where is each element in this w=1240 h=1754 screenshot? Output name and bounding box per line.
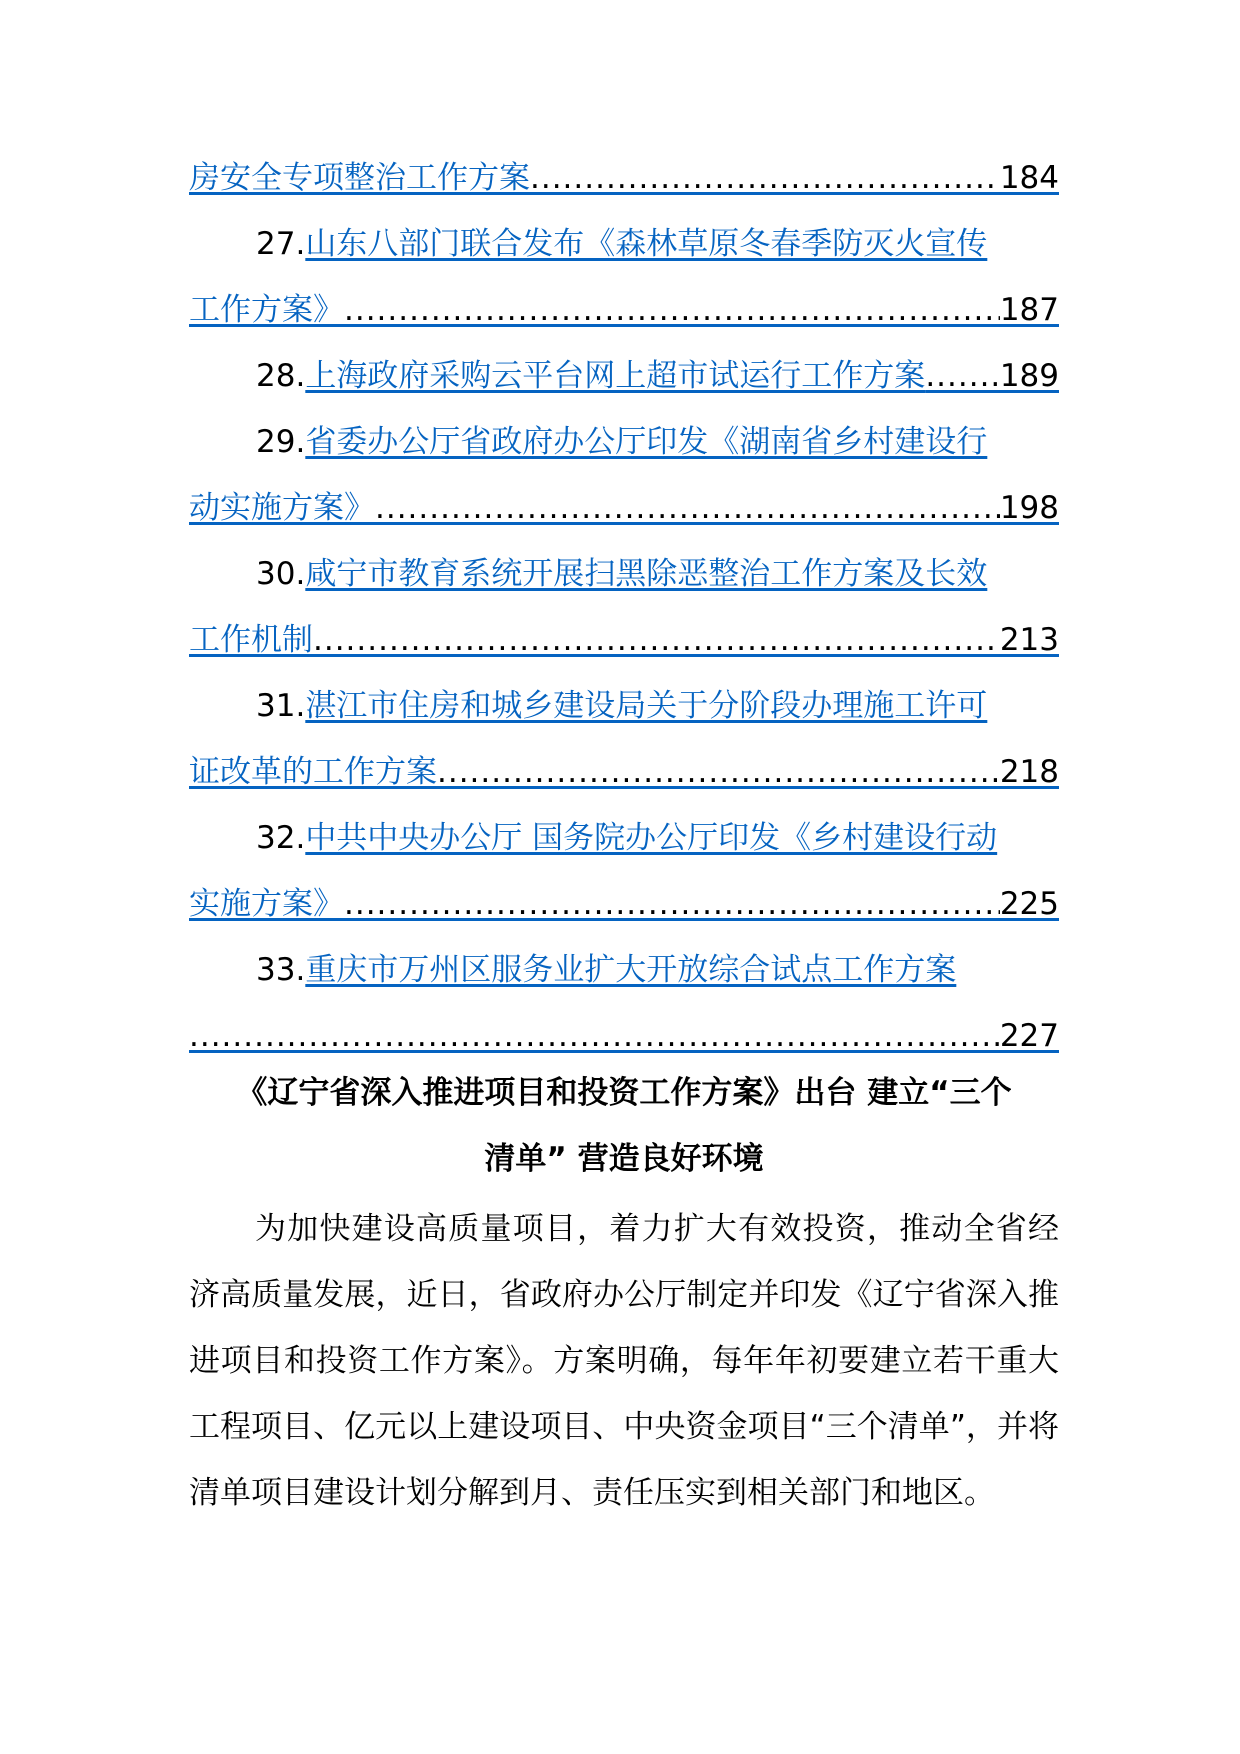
toc-line <box>189 409 1059 475</box>
toc-entry-text: 工作方案》 <box>189 292 344 328</box>
table-of-contents <box>189 145 1059 1069</box>
toc-entry-text: 实施方案》 <box>189 886 344 922</box>
toc-entry-text: 重庆市万州区服务业扩大开放综合试点工作方案 <box>305 952 957 988</box>
toc-link[interactable] <box>305 409 1059 475</box>
toc-line <box>189 607 1059 673</box>
toc-entry-text: 动实施方案》 <box>189 490 375 526</box>
toc-leader-dots <box>437 739 1000 805</box>
toc-entry-text: 房安全专项整治工作方案 <box>189 160 530 196</box>
toc-link[interactable] <box>305 937 1059 1003</box>
toc-link[interactable] <box>189 739 1059 805</box>
toc-entry-number: 28. <box>256 358 306 394</box>
toc-entry-text: 山东八部门联合发布《森林草原冬春季防灭火宣传 <box>305 226 988 262</box>
toc-entry-text: 证改革的工作方案 <box>189 754 437 790</box>
toc-line <box>189 871 1059 937</box>
toc-page-number: 218 <box>999 754 1059 790</box>
toc-link[interactable] <box>189 145 1059 211</box>
toc-line <box>189 277 1059 343</box>
toc-link[interactable] <box>305 673 1059 739</box>
toc-page-number: 184 <box>999 160 1059 196</box>
toc-entry-text: 湛江市住房和城乡建设局关于分阶段办理施工许可 <box>305 688 988 724</box>
toc-link[interactable] <box>189 277 1059 343</box>
toc-page-number: 227 <box>999 1018 1059 1054</box>
article-title <box>189 1060 1059 1192</box>
toc-page-number: 225 <box>999 886 1059 922</box>
toc-leader-dots <box>530 145 1000 211</box>
toc-link[interactable] <box>189 871 1059 937</box>
toc-line <box>189 475 1059 541</box>
toc-link[interactable] <box>189 607 1059 673</box>
toc-page-number: 198 <box>999 490 1059 526</box>
toc-line <box>189 805 1059 871</box>
toc-line <box>189 739 1059 805</box>
toc-link[interactable] <box>305 211 1059 277</box>
toc-entry-text: 上海政府采购云平台网上超市试运行工作方案 <box>305 358 926 394</box>
article-title-line: 《辽宁省深入推进项目和投资工作方案》出台 建立“三个 <box>236 1075 1012 1111</box>
toc-line <box>189 937 1059 1003</box>
toc-page-number: 189 <box>999 358 1059 394</box>
toc-entry-text: 省委办公厅省政府办公厅印发《湖南省乡村建设行 <box>305 424 988 460</box>
toc-entry-text: 工作机制 <box>189 622 313 658</box>
toc-entry-text: 中共中央办公厅 国务院办公厅印发《乡村建设行动 <box>305 820 998 856</box>
toc-entry-number: 27. <box>256 226 306 262</box>
toc-entry-number: 30. <box>256 556 306 592</box>
toc-leader-dots <box>344 871 1000 937</box>
toc-page-number: 187 <box>999 292 1059 328</box>
toc-page-number: 213 <box>999 622 1059 658</box>
toc-entry-number: 29. <box>256 424 306 460</box>
toc-link[interactable] <box>189 475 1059 541</box>
toc-leader-dots <box>313 607 1000 673</box>
toc-entry-text: 咸宁市教育系统开展扫黑除恶整治工作方案及长效 <box>305 556 988 592</box>
toc-entry-number: 31. <box>256 688 306 724</box>
toc-leader-dots <box>925 343 1000 409</box>
toc-line <box>189 343 1059 409</box>
toc-entry-number: 33. <box>256 952 306 988</box>
toc-line <box>189 145 1059 211</box>
article-paragraph: 为加快建设高质量项目，着力扩大有效投资，推动全省经济高质量发展，近日，省政府办公厅制定并印发《辽宁省深入推进项目和投资工作方案》。方案明确，每年年初要建立若干重大工程项目、亿元以上建设项目、中央资金项目“三个清单”，并将清单项目建设计划分解到月、责任压实到相关部门和地区。 <box>189 1211 1059 1511</box>
toc-link[interactable] <box>305 805 1059 871</box>
toc-leader-dots <box>344 277 1000 343</box>
toc-line <box>189 673 1059 739</box>
toc-line <box>189 211 1059 277</box>
toc-entry-number: 32. <box>256 820 306 856</box>
article-title-line: 清单” 营造良好环境 <box>484 1141 764 1177</box>
toc-link[interactable] <box>305 343 1059 409</box>
toc-leader-dots <box>375 475 1000 541</box>
toc-line <box>189 541 1059 607</box>
toc-link[interactable] <box>305 541 1059 607</box>
